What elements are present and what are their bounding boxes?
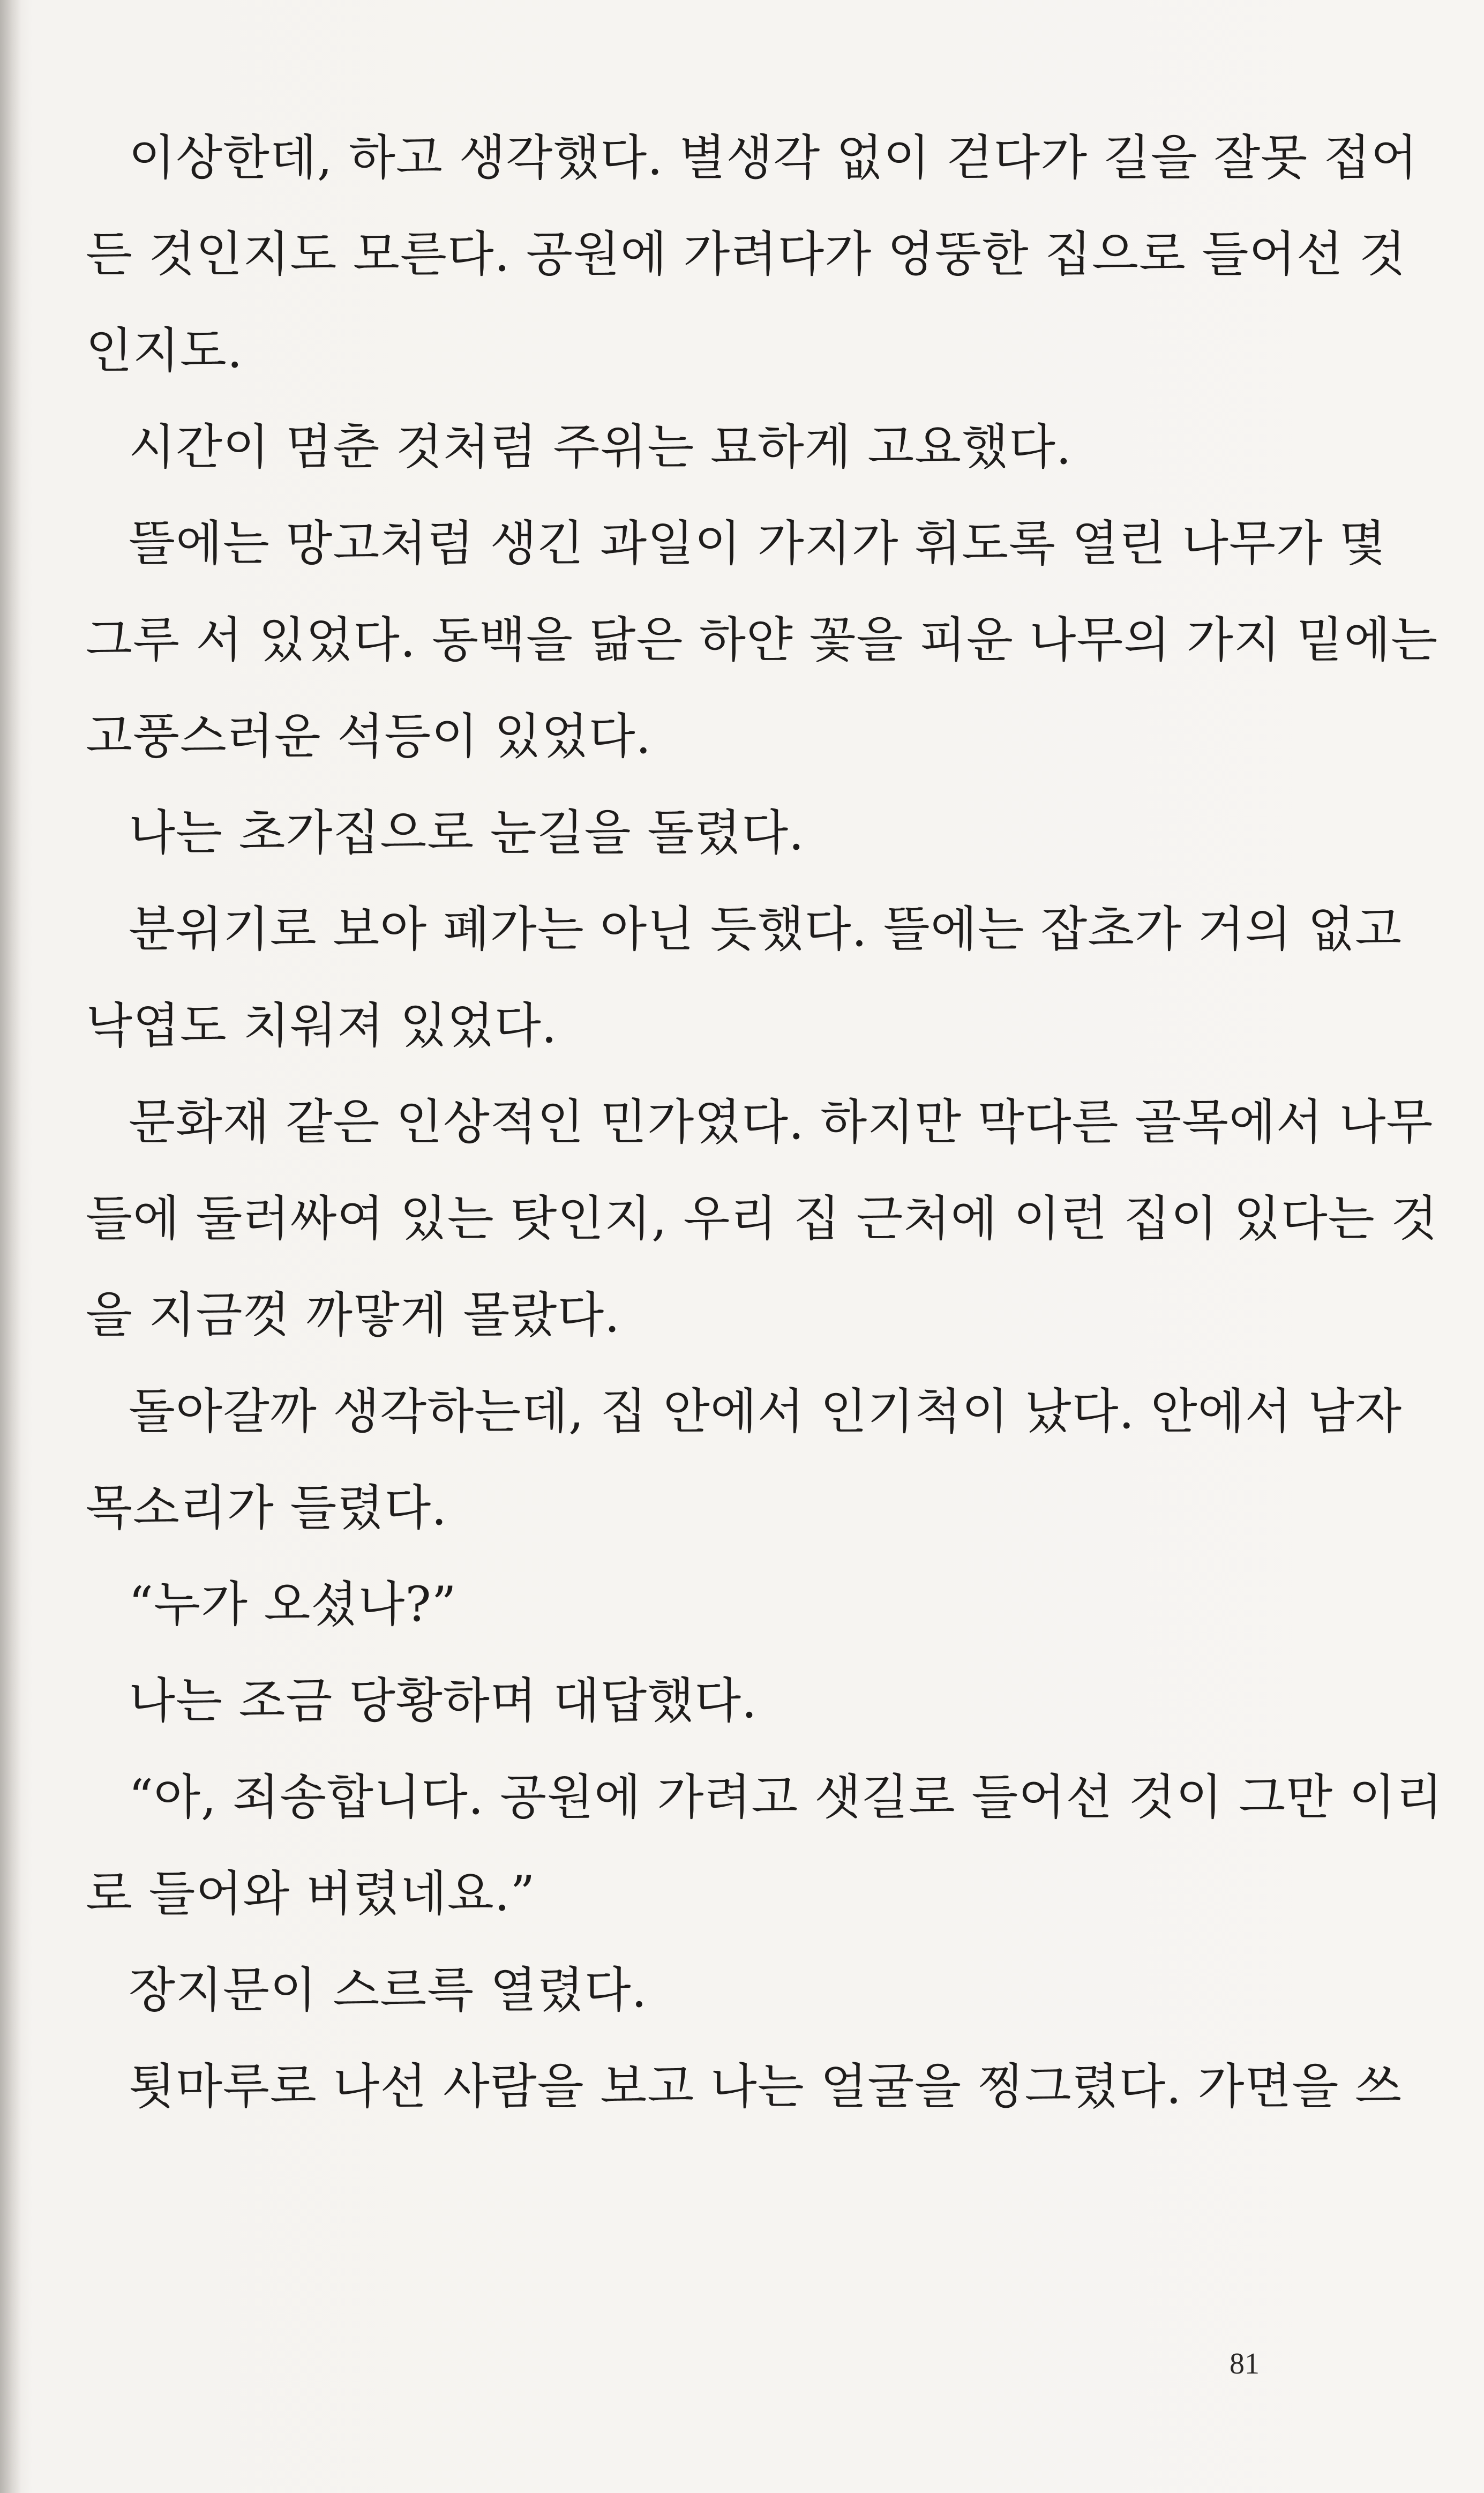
text-line: 이상한데, 하고 생각했다. 별생각 없이 걷다가 길을 잘못 접어: [129, 130, 1418, 186]
text-line: 목소리가 들렸다.: [86, 1480, 447, 1536]
text-line: 분위기로 보아 폐가는 아닌 듯했다. 뜰에는 잡초가 거의 없고: [129, 901, 1403, 957]
text-line: 나는 조금 당황하며 대답했다.: [129, 1673, 758, 1729]
binding-gutter-shadow: [0, 0, 21, 2493]
text-line: 시간이 멈춘 것처럼 주위는 묘하게 고요했다.: [129, 419, 1072, 475]
dialogue-line: 로 들어와 버렸네요.”: [86, 1866, 536, 1922]
dialogue-line: “아, 죄송합니다. 공원에 가려고 샛길로 들어선 것이 그만 이리: [129, 1769, 1443, 1825]
text-line: 든 것인지도 모른다. 공원에 가려다가 엉뚱한 집으로 들어선 것: [86, 226, 1406, 282]
text-line: 뜰에는 망고처럼 생긴 과일이 가지가 휘도록 열린 나무가 몇: [129, 515, 1386, 572]
text-line: 낙엽도 치워져 있었다.: [86, 998, 558, 1054]
text-line: 툇마루로 나선 사람을 보고 나는 얼굴을 찡그렸다. 가면을 쓰: [129, 2058, 1403, 2115]
text-line: 을 지금껏 까맣게 몰랐다.: [86, 1287, 620, 1343]
page-number: 81: [1230, 2347, 1260, 2380]
text-line: 인지도.: [86, 323, 243, 379]
dialogue-line: “누가 오셨나?”: [129, 1576, 457, 1633]
text-line: 나는 초가집으로 눈길을 돌렸다.: [129, 805, 805, 861]
text-line: 돌아갈까 생각하는데, 집 안에서 인기척이 났다. 안에서 남자: [129, 1383, 1403, 1440]
text-line: 장지문이 스르륵 열렸다.: [129, 1962, 648, 2018]
text-line: 그루 서 있었다. 동백을 닮은 하얀 꽃을 피운 나무의 가지 밑에는: [86, 612, 1438, 668]
text-line: 고풍스러운 석등이 있었다.: [86, 708, 652, 765]
text-line: 문화재 같은 인상적인 민가였다. 하지만 막다른 골목에서 나무: [129, 1094, 1434, 1150]
text-line: 들에 둘러싸여 있는 탓인지, 우리 집 근처에 이런 집이 있다는 것: [86, 1191, 1438, 1247]
